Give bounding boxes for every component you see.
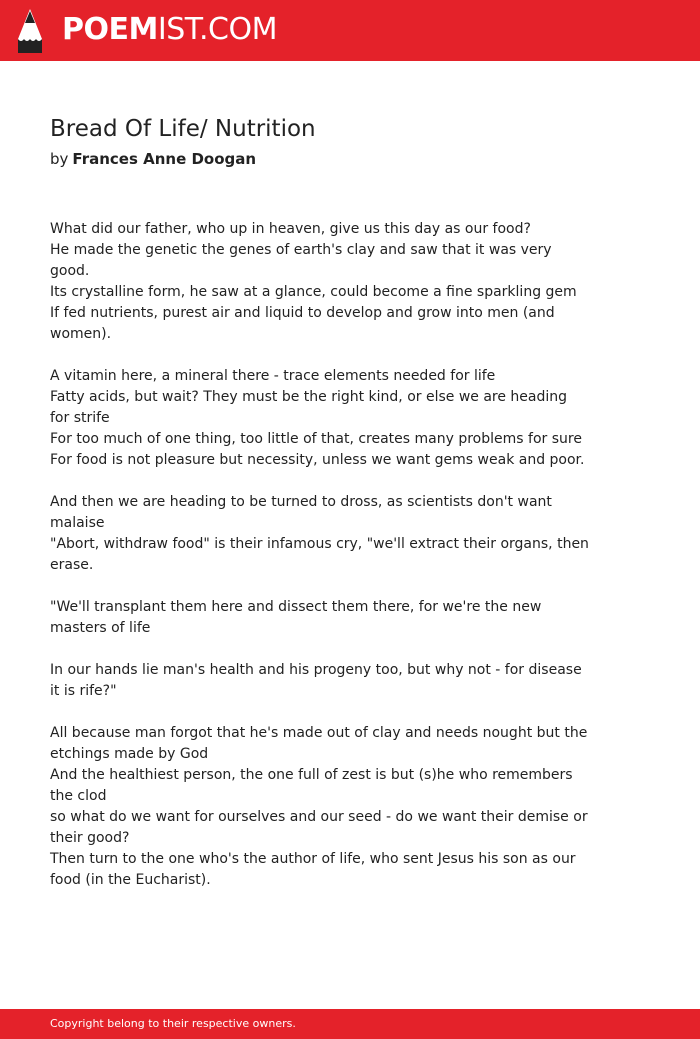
site-logo-text[interactable] xyxy=(62,12,277,48)
byline xyxy=(50,150,256,168)
site-footer xyxy=(0,1009,700,1039)
copyright-text: Copyright belong to their respective owners. xyxy=(50,1017,296,1030)
author-name: Frances Anne Doogan xyxy=(72,150,257,168)
pencil-icon[interactable] xyxy=(18,9,42,53)
poem-body: What did our father, who up in heaven, give us this day as our food? He made the genetic the genes of earth's clay and saw that it was very good. Its crystalline form, he saw at a glance, could become a fine sparkling gem If fed nutrients, purest air and liquid to develop and grow into men (and women). A vitamin here, a mineral there - trace elements needed for life Fatty acids, but wait? They must be the right kind, or else we are heading for strife For too much of one thing, too little of that, creates many problems for sure For food is not pleasure but necessity, unless we want gems weak and poor. And then we are heading to be turned to dross, as scientists don't want malaise "Abort, withdraw food" is their infamous cry, "we'll extract their organs, then erase. "We'll transplant them here and dissect them there, for we're the new masters of life In our hands lie man's health and his progeny too, but why not - for disease it is rife?" All because man forgot that he's made out of clay and needs nought but the etchings made by God And the healthiest person, the one full of zest is but (s)he who remembers the clod so what do we want for ourselves and our seed - do we want their demise or their good? Then turn to the one who's the author of life, who sent Jesus his son as our food (in the Eucharist). xyxy=(50,221,589,888)
site-header xyxy=(0,0,700,61)
by-label: by xyxy=(50,150,69,168)
brand-bold: POEM xyxy=(62,12,158,47)
brand-light: IST.COM xyxy=(157,12,277,47)
poem-title: Bread Of Life/ Nutrition xyxy=(50,116,316,142)
